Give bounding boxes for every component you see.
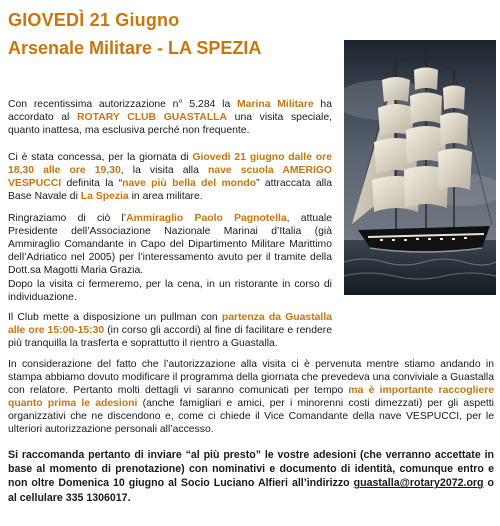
highlight-marina: Marina Militare: [237, 99, 314, 110]
contact-email-link[interactable]: guastalla@rotary2072.org: [353, 477, 484, 490]
highlight-ship-quote: nave più bella del mondo: [122, 178, 257, 189]
paragraph-visit: Ci è stata concessa, per la giornata di Giovedì 21 giugno dalle ore 18,30 alle ore 19,30, la visita alla nave scuola AMERIGO VESPUCCI definita la “nave più bella del mondo” attraccata alla Base Navale di La Spezia in area militare.: [8, 152, 333, 202]
highlight-adhesions: ma è importante raccogliere quanto prima le adesioni: [8, 385, 494, 409]
highlight-departure: partenza da Guastalla alle ore 15:00-15:30: [8, 312, 332, 336]
event-date-title: GIOVEDÌ 21 Giugno: [8, 10, 180, 30]
highlight-date-time: Giovedì 21 giugno dalle ore 18,30 alle ore 19,30: [8, 152, 332, 176]
paragraph-program: In considerazione del fatto che l’autorizzazione alla visita ci è pervenuta mentre stiamo andando in stampa abbiamo dovuto modificare il programma della giornata che prevedeva una conviviale a Guastalla con relatore. Pertanto molti dettagli vi saranno comunicati per tempo ma è importante raccogliere quanto prima le adesioni (anche famigliari e amici, per i minorenni costi dimezzati) per gli aspetti organizzativi che ne discendono e, come ci chiede il Vice Comandante della nave VESPUCCI, per le ulteriori autorizzazione personali all’accesso.: [8, 359, 494, 435]
paragraph-bus: Il Club mette a disposizione un pullman con partenza da Guastalla alle ore 15:00-15:30 (in corso gli accordi) al fine di facilitare e rendere più tranquilla la trasferta e soprattutto il rientro a Guastalla.: [8, 312, 332, 349]
highlight-club: ROTARY CLUB GUASTALLA: [77, 112, 228, 123]
highlight-ship-name: nave scuola AMERIGO VESPUCCI: [8, 165, 333, 189]
paragraph-registration: Si raccomanda pertanto di inviare “al più presto” le vostre adesioni (che verranno accettate in base al momento di prenotazione) con nominativi e documento di identità, comunque entro e non oltre Domenica 10 giugno al Socio Luciano Alfieri all’indirizzo guastalla@rotary2072.org o al cellulare 335 1306017.: [8, 449, 494, 504]
highlight-admiral: Ammiraglio Paolo Pagnotella: [126, 213, 287, 224]
paragraph-thanks: Ringraziamo di ciò l’Ammiraglio Paolo Pagnotella, attuale Presidente dell’Associazione Nazionale Marinai d’Italia (già Ammiraglio Comandante in Capo del Dipartimento Militare Marittimo dell’Adriatico nel 2005) per l’interessamento avuto per il tramite della Dott.sa Magotti Maria Grazia.: [8, 213, 332, 276]
paragraph-dinner: Dopo la visita ci fermeremo, per la cena, in un ristorante in corso di individuazione.: [8, 279, 332, 303]
highlight-la-spezia: La Spezia: [80, 191, 129, 202]
tall-ship-icon: [344, 40, 496, 295]
paragraph-intro: Con recentissima autorizzazione n° 5.284 la Marina Militare ha accordato al ROTARY CLUB GUASTALLA una visita speciale, quanto inattesa, ma esclusiva perché non frequente.: [8, 99, 332, 136]
event-location-title: Arsenale Militare - LA SPEZIA: [8, 38, 262, 58]
